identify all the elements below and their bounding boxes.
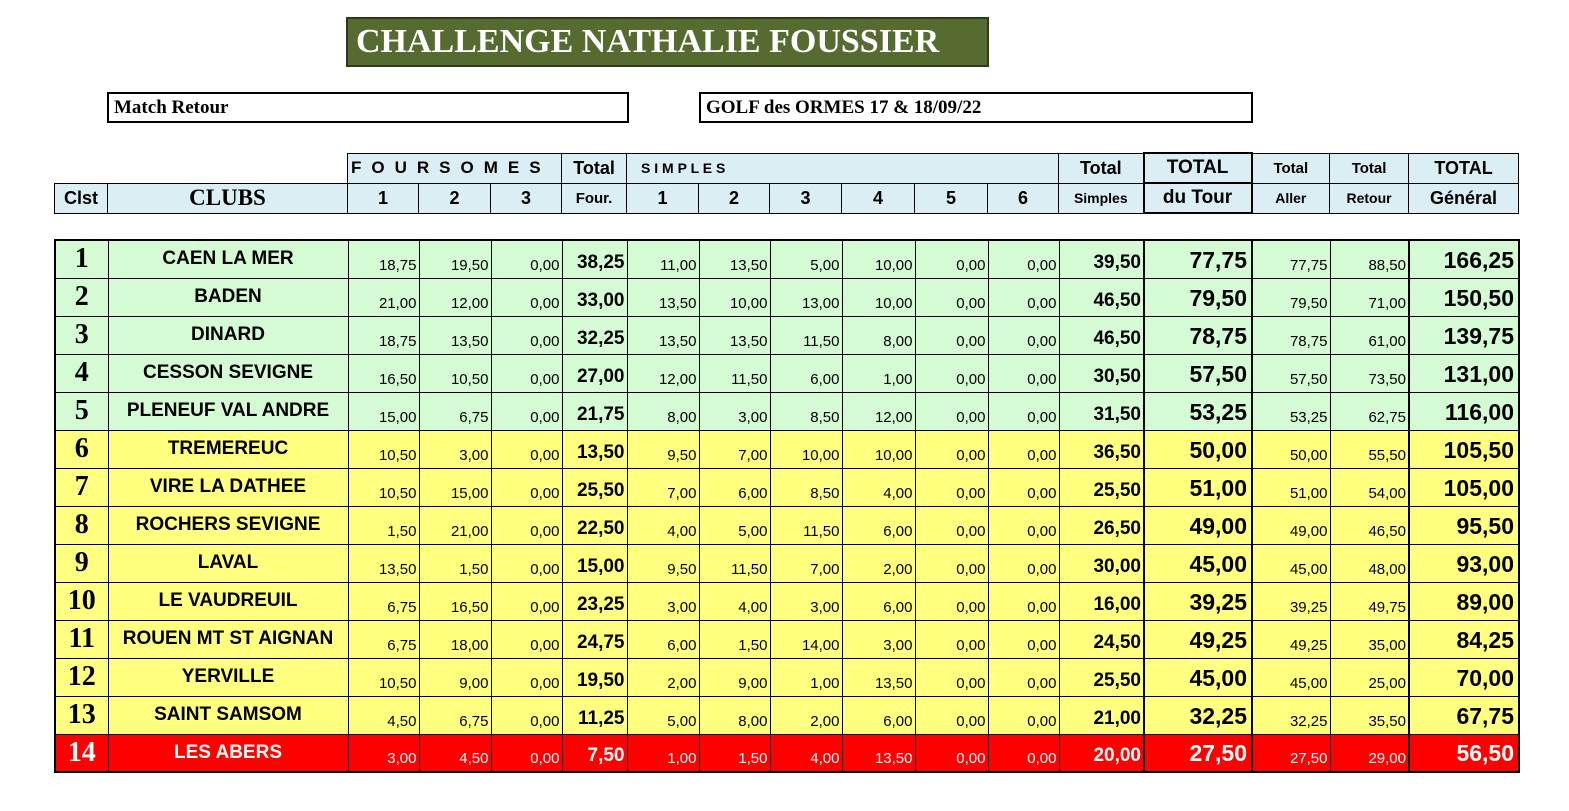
total-tour-cell: 32,25 — [1144, 696, 1252, 734]
simple-4-cell: 10,00 — [842, 278, 915, 316]
foursome-2-cell: 10,50 — [419, 354, 491, 392]
header-simples: S I M P L E S — [627, 153, 1059, 183]
simple-5-cell: 0,00 — [915, 278, 988, 316]
total-aller-cell: 79,50 — [1252, 278, 1330, 316]
simple-2-cell: 9,00 — [699, 658, 770, 696]
header-s3: 3 — [770, 183, 842, 213]
foursome-3-cell: 0,00 — [491, 582, 562, 620]
total-four-cell: 33,00 — [562, 278, 627, 316]
rank-cell: 5 — [55, 392, 108, 430]
simple-2-cell: 8,00 — [699, 696, 770, 734]
simple-3-cell: 10,00 — [770, 430, 842, 468]
simple-2-cell: 13,50 — [699, 316, 770, 354]
total-aller-cell: 39,25 — [1252, 582, 1330, 620]
total-retour-cell: 25,00 — [1330, 658, 1409, 696]
header-foursomes: FOURSOMES — [348, 153, 562, 183]
total-tour-cell: 49,25 — [1144, 620, 1252, 658]
header-blank — [108, 153, 348, 183]
simple-2-cell: 1,50 — [699, 620, 770, 658]
total-simples-cell: 16,00 — [1059, 582, 1144, 620]
rank-cell: 9 — [55, 544, 108, 582]
foursome-2-cell: 4,50 — [419, 734, 491, 772]
total-four-cell: 32,25 — [562, 316, 627, 354]
foursome-3-cell: 0,00 — [491, 392, 562, 430]
foursome-2-cell: 13,50 — [419, 316, 491, 354]
foursome-2-cell: 1,50 — [419, 544, 491, 582]
header-retour: Retour — [1330, 183, 1409, 213]
simple-2-cell: 11,50 — [699, 354, 770, 392]
simple-4-cell: 4,00 — [842, 468, 915, 506]
total-aller-cell: 32,25 — [1252, 696, 1330, 734]
simple-3-cell: 3,00 — [770, 582, 842, 620]
rank-cell: 2 — [55, 278, 108, 316]
club-cell: ROUEN MT ST AIGNAN — [108, 620, 348, 658]
foursome-2-cell: 18,00 — [419, 620, 491, 658]
total-aller-cell: 27,50 — [1252, 734, 1330, 772]
foursome-2-cell: 6,75 — [419, 696, 491, 734]
simple-5-cell: 0,00 — [915, 658, 988, 696]
simple-6-cell: 0,00 — [988, 658, 1059, 696]
simple-5-cell: 0,00 — [915, 240, 988, 278]
header-total-four-top: Total — [562, 153, 627, 183]
table-row — [55, 316, 1519, 354]
table-row — [55, 506, 1519, 544]
total-simples-cell: 25,50 — [1059, 468, 1144, 506]
standings-table — [54, 239, 1520, 773]
total-general-cell: 166,25 — [1409, 240, 1519, 278]
simple-2-cell: 1,50 — [699, 734, 770, 772]
foursome-3-cell: 0,00 — [491, 316, 562, 354]
total-general-cell: 84,25 — [1409, 620, 1519, 658]
header-four: Four. — [562, 183, 627, 213]
rank-cell: 6 — [55, 430, 108, 468]
total-tour-cell: 27,50 — [1144, 734, 1252, 772]
table-row — [55, 734, 1519, 772]
total-general-cell: 56,50 — [1409, 734, 1519, 772]
foursome-1-cell: 6,75 — [348, 582, 419, 620]
rank-cell: 1 — [55, 240, 108, 278]
total-aller-cell: 57,50 — [1252, 354, 1330, 392]
foursome-3-cell: 0,00 — [491, 658, 562, 696]
total-simples-cell: 30,50 — [1059, 354, 1144, 392]
simple-6-cell: 0,00 — [988, 430, 1059, 468]
simple-1-cell: 3,00 — [627, 582, 699, 620]
total-retour-cell: 35,00 — [1330, 620, 1409, 658]
simple-1-cell: 12,00 — [627, 354, 699, 392]
total-tour-cell: 39,25 — [1144, 582, 1252, 620]
simple-5-cell: 0,00 — [915, 430, 988, 468]
simple-1-cell: 7,00 — [627, 468, 699, 506]
table-row — [55, 696, 1519, 734]
total-aller-cell: 78,75 — [1252, 316, 1330, 354]
club-cell: YERVILLE — [108, 658, 348, 696]
header-blank — [55, 153, 108, 183]
foursome-3-cell: 0,00 — [491, 734, 562, 772]
simple-3-cell: 6,00 — [770, 354, 842, 392]
foursome-1-cell: 18,75 — [348, 316, 419, 354]
simple-1-cell: 13,50 — [627, 278, 699, 316]
club-cell: CAEN LA MER — [108, 240, 348, 278]
total-four-cell: 25,50 — [562, 468, 627, 506]
total-four-cell: 23,25 — [562, 582, 627, 620]
total-retour-cell: 49,75 — [1330, 582, 1409, 620]
total-simples-cell: 36,50 — [1059, 430, 1144, 468]
simple-5-cell: 0,00 — [915, 582, 988, 620]
simple-6-cell: 0,00 — [988, 354, 1059, 392]
header-total-tour-top: TOTAL — [1144, 153, 1252, 183]
header-total-simples-top: Total — [1059, 153, 1144, 183]
simple-1-cell: 2,00 — [627, 658, 699, 696]
foursome-3-cell: 0,00 — [491, 620, 562, 658]
simple-1-cell: 9,50 — [627, 430, 699, 468]
foursome-1-cell: 10,50 — [348, 468, 419, 506]
simple-2-cell: 4,00 — [699, 582, 770, 620]
rank-cell: 3 — [55, 316, 108, 354]
total-tour-cell: 79,50 — [1144, 278, 1252, 316]
simple-3-cell: 8,50 — [770, 468, 842, 506]
foursome-1-cell: 16,50 — [348, 354, 419, 392]
simple-3-cell: 11,50 — [770, 506, 842, 544]
total-simples-cell: 21,00 — [1059, 696, 1144, 734]
foursome-2-cell: 19,50 — [419, 240, 491, 278]
header-f2: 2 — [419, 183, 491, 213]
total-tour-cell: 51,00 — [1144, 468, 1252, 506]
total-general-cell: 93,00 — [1409, 544, 1519, 582]
total-general-cell: 105,00 — [1409, 468, 1519, 506]
total-simples-cell: 39,50 — [1059, 240, 1144, 278]
total-tour-cell: 49,00 — [1144, 506, 1252, 544]
simple-5-cell: 0,00 — [915, 468, 988, 506]
header-f3: 3 — [491, 183, 562, 213]
simple-2-cell: 13,50 — [699, 240, 770, 278]
table-row — [55, 468, 1519, 506]
simple-2-cell: 6,00 — [699, 468, 770, 506]
simple-5-cell: 0,00 — [915, 316, 988, 354]
simple-5-cell: 0,00 — [915, 620, 988, 658]
total-simples-cell: 25,50 — [1059, 658, 1144, 696]
foursome-1-cell: 1,50 — [348, 506, 419, 544]
club-cell: ROCHERS SEVIGNE — [108, 506, 348, 544]
simple-5-cell: 0,00 — [915, 392, 988, 430]
simple-3-cell: 11,50 — [770, 316, 842, 354]
foursome-1-cell: 4,50 — [348, 696, 419, 734]
table-row — [55, 430, 1519, 468]
total-tour-cell: 50,00 — [1144, 430, 1252, 468]
simple-3-cell: 4,00 — [770, 734, 842, 772]
total-tour-cell: 45,00 — [1144, 544, 1252, 582]
header-total-general-top: TOTAL — [1409, 153, 1519, 183]
simple-4-cell: 8,00 — [842, 316, 915, 354]
header-s2: 2 — [699, 183, 770, 213]
foursome-1-cell: 18,75 — [348, 240, 419, 278]
foursome-3-cell: 0,00 — [491, 240, 562, 278]
simple-4-cell: 6,00 — [842, 582, 915, 620]
simple-6-cell: 0,00 — [988, 582, 1059, 620]
foursome-2-cell: 9,00 — [419, 658, 491, 696]
total-retour-cell: 73,50 — [1330, 354, 1409, 392]
simple-4-cell: 3,00 — [842, 620, 915, 658]
header-general: Général — [1409, 183, 1519, 213]
simple-6-cell: 0,00 — [988, 620, 1059, 658]
simple-4-cell: 2,00 — [842, 544, 915, 582]
header-du-tour: du Tour — [1144, 183, 1252, 213]
simple-5-cell: 0,00 — [915, 354, 988, 392]
club-cell: CESSON SEVIGNE — [108, 354, 348, 392]
simple-6-cell: 0,00 — [988, 468, 1059, 506]
header-clst: Clst — [55, 183, 108, 213]
total-retour-cell: 55,50 — [1330, 430, 1409, 468]
simple-4-cell: 10,00 — [842, 240, 915, 278]
foursome-3-cell: 0,00 — [491, 468, 562, 506]
table-row — [55, 544, 1519, 582]
total-aller-cell: 53,25 — [1252, 392, 1330, 430]
total-retour-cell: 48,00 — [1330, 544, 1409, 582]
simple-3-cell: 14,00 — [770, 620, 842, 658]
club-cell: LAVAL — [108, 544, 348, 582]
foursome-1-cell: 6,75 — [348, 620, 419, 658]
foursome-1-cell: 15,00 — [348, 392, 419, 430]
header-aller: Aller — [1252, 183, 1330, 213]
total-aller-cell: 49,25 — [1252, 620, 1330, 658]
foursome-3-cell: 0,00 — [491, 354, 562, 392]
rank-cell: 11 — [55, 620, 108, 658]
total-tour-cell: 77,75 — [1144, 240, 1252, 278]
header-total-retour-top: Total — [1330, 153, 1409, 183]
simple-3-cell: 7,00 — [770, 544, 842, 582]
total-four-cell: 21,75 — [562, 392, 627, 430]
simple-1-cell: 1,00 — [627, 734, 699, 772]
rank-cell: 8 — [55, 506, 108, 544]
total-tour-cell: 57,50 — [1144, 354, 1252, 392]
standings-header — [54, 152, 1519, 214]
header-clubs: CLUBS — [108, 183, 348, 213]
page-title: CHALLENGE NATHALIE FOUSSIER — [346, 17, 989, 67]
simple-4-cell: 1,00 — [842, 354, 915, 392]
venue-label: GOLF des ORMES 17 & 18/09/22 — [699, 92, 1253, 123]
total-tour-cell: 53,25 — [1144, 392, 1252, 430]
header-simples-label: Simples — [1059, 183, 1144, 213]
total-simples-cell: 20,00 — [1059, 734, 1144, 772]
simple-4-cell: 13,50 — [842, 734, 915, 772]
simple-3-cell: 1,00 — [770, 658, 842, 696]
simple-5-cell: 0,00 — [915, 544, 988, 582]
total-four-cell: 7,50 — [562, 734, 627, 772]
rank-cell: 4 — [55, 354, 108, 392]
total-retour-cell: 61,00 — [1330, 316, 1409, 354]
club-cell: VIRE LA DATHEE — [108, 468, 348, 506]
total-four-cell: 24,75 — [562, 620, 627, 658]
rank-cell: 14 — [55, 734, 108, 772]
table-row — [55, 240, 1519, 278]
foursome-1-cell: 3,00 — [348, 734, 419, 772]
total-retour-cell: 29,00 — [1330, 734, 1409, 772]
simple-1-cell: 6,00 — [627, 620, 699, 658]
simple-4-cell: 13,50 — [842, 658, 915, 696]
simple-6-cell: 0,00 — [988, 734, 1059, 772]
total-four-cell: 22,50 — [562, 506, 627, 544]
table-row — [55, 658, 1519, 696]
total-retour-cell: 71,00 — [1330, 278, 1409, 316]
simple-5-cell: 0,00 — [915, 734, 988, 772]
total-simples-cell: 31,50 — [1059, 392, 1144, 430]
total-general-cell: 139,75 — [1409, 316, 1519, 354]
total-aller-cell: 45,00 — [1252, 658, 1330, 696]
header-s5: 5 — [915, 183, 988, 213]
match-label: Match Retour — [107, 92, 629, 123]
total-general-cell: 70,00 — [1409, 658, 1519, 696]
total-retour-cell: 54,00 — [1330, 468, 1409, 506]
foursome-2-cell: 16,50 — [419, 582, 491, 620]
total-four-cell: 27,00 — [562, 354, 627, 392]
foursome-3-cell: 0,00 — [491, 506, 562, 544]
total-four-cell: 38,25 — [562, 240, 627, 278]
simple-6-cell: 0,00 — [988, 544, 1059, 582]
foursome-3-cell: 0,00 — [491, 278, 562, 316]
club-cell: PLENEUF VAL ANDRE — [108, 392, 348, 430]
total-general-cell: 89,00 — [1409, 582, 1519, 620]
simple-6-cell: 0,00 — [988, 392, 1059, 430]
simple-6-cell: 0,00 — [988, 240, 1059, 278]
simple-1-cell: 9,50 — [627, 544, 699, 582]
header-s1: 1 — [627, 183, 699, 213]
header-total-aller-top: Total — [1252, 153, 1330, 183]
total-simples-cell: 30,00 — [1059, 544, 1144, 582]
table-row — [55, 392, 1519, 430]
foursome-2-cell: 12,00 — [419, 278, 491, 316]
total-general-cell: 67,75 — [1409, 696, 1519, 734]
simple-1-cell: 5,00 — [627, 696, 699, 734]
total-aller-cell: 51,00 — [1252, 468, 1330, 506]
total-general-cell: 131,00 — [1409, 354, 1519, 392]
total-retour-cell: 62,75 — [1330, 392, 1409, 430]
table-row — [55, 582, 1519, 620]
total-four-cell: 19,50 — [562, 658, 627, 696]
total-aller-cell: 45,00 — [1252, 544, 1330, 582]
simple-1-cell: 13,50 — [627, 316, 699, 354]
foursome-3-cell: 0,00 — [491, 544, 562, 582]
total-general-cell: 150,50 — [1409, 278, 1519, 316]
rank-cell: 12 — [55, 658, 108, 696]
total-simples-cell: 24,50 — [1059, 620, 1144, 658]
total-aller-cell: 49,00 — [1252, 506, 1330, 544]
simple-4-cell: 6,00 — [842, 696, 915, 734]
foursome-1-cell: 21,00 — [348, 278, 419, 316]
club-cell: TREMEREUC — [108, 430, 348, 468]
club-cell: LES ABERS — [108, 734, 348, 772]
table-row — [55, 354, 1519, 392]
total-general-cell: 105,50 — [1409, 430, 1519, 468]
foursome-2-cell: 6,75 — [419, 392, 491, 430]
total-tour-cell: 78,75 — [1144, 316, 1252, 354]
total-retour-cell: 46,50 — [1330, 506, 1409, 544]
rank-cell: 10 — [55, 582, 108, 620]
rank-cell: 7 — [55, 468, 108, 506]
simple-5-cell: 0,00 — [915, 696, 988, 734]
foursome-1-cell: 13,50 — [348, 544, 419, 582]
header-f1: 1 — [348, 183, 419, 213]
foursome-1-cell: 10,50 — [348, 430, 419, 468]
foursome-2-cell: 21,00 — [419, 506, 491, 544]
simple-4-cell: 12,00 — [842, 392, 915, 430]
table-row — [55, 278, 1519, 316]
simple-6-cell: 0,00 — [988, 316, 1059, 354]
simple-6-cell: 0,00 — [988, 506, 1059, 544]
total-four-cell: 11,25 — [562, 696, 627, 734]
simple-3-cell: 13,00 — [770, 278, 842, 316]
simple-3-cell: 5,00 — [770, 240, 842, 278]
total-retour-cell: 35,50 — [1330, 696, 1409, 734]
foursome-2-cell: 3,00 — [419, 430, 491, 468]
total-aller-cell: 50,00 — [1252, 430, 1330, 468]
simple-2-cell: 3,00 — [699, 392, 770, 430]
simple-3-cell: 8,50 — [770, 392, 842, 430]
simple-2-cell: 7,00 — [699, 430, 770, 468]
club-cell: SAINT SAMSOM — [108, 696, 348, 734]
total-general-cell: 116,00 — [1409, 392, 1519, 430]
club-cell: LE VAUDREUIL — [108, 582, 348, 620]
foursome-3-cell: 0,00 — [491, 696, 562, 734]
total-simples-cell: 46,50 — [1059, 316, 1144, 354]
club-cell: DINARD — [108, 316, 348, 354]
club-cell: BADEN — [108, 278, 348, 316]
foursome-1-cell: 10,50 — [348, 658, 419, 696]
header-s6: 6 — [988, 183, 1059, 213]
simple-1-cell: 11,00 — [627, 240, 699, 278]
table-row — [55, 620, 1519, 658]
simple-6-cell: 0,00 — [988, 696, 1059, 734]
rank-cell: 13 — [55, 696, 108, 734]
total-four-cell: 13,50 — [562, 430, 627, 468]
simple-2-cell: 11,50 — [699, 544, 770, 582]
total-simples-cell: 26,50 — [1059, 506, 1144, 544]
header-s4: 4 — [842, 183, 915, 213]
simple-4-cell: 6,00 — [842, 506, 915, 544]
simple-5-cell: 0,00 — [915, 506, 988, 544]
simple-4-cell: 10,00 — [842, 430, 915, 468]
simple-1-cell: 4,00 — [627, 506, 699, 544]
total-retour-cell: 88,50 — [1330, 240, 1409, 278]
total-four-cell: 15,00 — [562, 544, 627, 582]
total-aller-cell: 77,75 — [1252, 240, 1330, 278]
simple-2-cell: 5,00 — [699, 506, 770, 544]
total-tour-cell: 45,00 — [1144, 658, 1252, 696]
foursome-2-cell: 15,00 — [419, 468, 491, 506]
foursome-3-cell: 0,00 — [491, 430, 562, 468]
total-simples-cell: 46,50 — [1059, 278, 1144, 316]
simple-2-cell: 10,00 — [699, 278, 770, 316]
simple-6-cell: 0,00 — [988, 278, 1059, 316]
simple-3-cell: 2,00 — [770, 696, 842, 734]
total-general-cell: 95,50 — [1409, 506, 1519, 544]
simple-1-cell: 8,00 — [627, 392, 699, 430]
